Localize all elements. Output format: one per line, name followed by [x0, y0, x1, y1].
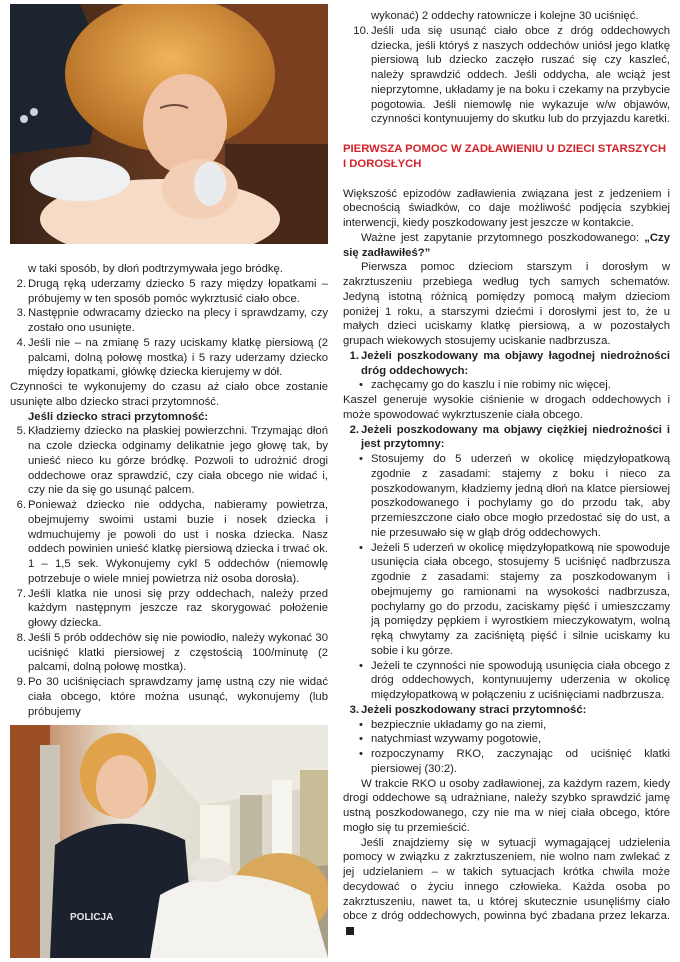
- paragraph-5: [343, 836, 670, 939]
- list-item: [343, 659, 670, 703]
- step-text: Następnie odwracamy dziecko na plecy i sprawdzamy, czy zostało ono usunięte.: [28, 307, 328, 334]
- list-item: [10, 424, 328, 498]
- bullet-dot-icon: •: [359, 453, 363, 465]
- step-text: Po 30 uciśnięciach sprawdzamy jamę ustną czy nie widać ciała obcego, które można usunąć, wykonujemy (lub próbujemy: [28, 676, 328, 718]
- photo-police-officer-helping-person: [10, 725, 328, 958]
- right-column: [343, 9, 670, 939]
- bullet-text: zachęcamy go do kaszlu i nie robimy nic więcej.: [371, 379, 611, 392]
- step-text: Kładziemy dziecko na płaskiej powierzchni. Trzymając dłoń na czole dziecka odginamy delikatnie jego głowę tak, by unieść nieco ku górze bródkę. Pozwoli to udrożnić drogi oddechowe oraz sprawdzić, czy ciała obcego nie widać i, czy nie da się go usunąć palcem.: [28, 425, 328, 497]
- bullet-text: Jeżeli te czynności nie spowodują usunięcia ciała obcego z dróg oddechowych, kontynuujemy uderzenia w okolicę międzyłopatkową w połączeniu z uciśnięciami nadbrzusza.: [371, 659, 670, 701]
- list-item: [343, 718, 670, 733]
- list-item: [10, 498, 328, 587]
- bullet-dot-icon: •: [359, 379, 363, 392]
- bullet-dot-icon: •: [359, 748, 363, 760]
- case-number: [343, 703, 359, 718]
- bullet-text: rozpoczynamy RKO, zaczynając od uciśnięć klatki piersiowej (30:2).: [371, 748, 670, 775]
- case-title: Jeżeli poszkodowany straci przytomność:: [361, 703, 587, 716]
- step-number: 8.: [16, 631, 26, 644]
- step-number: 6.: [16, 499, 26, 511]
- list-item: [10, 587, 328, 631]
- case-3-bullets: [343, 718, 670, 777]
- step-number: 3.: [16, 307, 26, 320]
- step-text: Jeśli uda się usunąć ciało obce z dróg oddechowych dziecka, jeśli któryś z naszych oddechów uniósł jego klatkę piersiową lub dziecko zaczęło ruszać się czy kaszleć, należy sprawdzić oddech. Jeśli oddycha, ale wciąż jest nieprzytomne, układamy je na boku i czekamy na przybycie pogotowia. Jeśli niemowlę nie wykazuje w/w objawów, czynności kontynuujemy do skutku lub do przyjazdu karetki.: [371, 24, 670, 126]
- list-item: [343, 732, 670, 747]
- step-10: [343, 24, 670, 127]
- photo-rescuer-with-infant-manikin: [10, 4, 328, 244]
- step-number: 5.: [16, 425, 26, 438]
- left-column: [10, 262, 328, 719]
- case-number-text: 1.: [349, 349, 359, 362]
- case-1: [343, 349, 670, 379]
- list-item: [10, 277, 328, 307]
- list-item: [343, 747, 670, 777]
- unconscious-heading: [10, 410, 328, 425]
- steps-list-b: [10, 424, 328, 719]
- step-text: Jeśli klatka nie unosi się przy oddechach, należy przed każdym następnym jeszcze raz skorygować położenie głowy dziecka.: [28, 587, 328, 629]
- paragraph-1: Większość epizodów zadławienia związana jest z jedzeniem i obecnością świadków, co daje możliwość podjęcia szybkiej interwencji, kiedy poszkodowany jest jeszcze w kontakcie.: [343, 187, 670, 229]
- step-number: 2.: [16, 277, 26, 290]
- steps-list-a: [10, 277, 328, 380]
- list-item: [343, 541, 670, 659]
- case-2-bullets: [343, 452, 670, 703]
- continuation-line: wykonać) 2 oddechy ratownicze i kolejne 30 uciśnięć.: [371, 10, 639, 22]
- paragraph-4: W trakcie RKO u osoby zadławionej, za każdym razem, kiedy drogi oddechowe są udrażniane, należy szybko sprawdzić jamę ustną poszkodowanego, czy nie ma w niej ciała obcego, które mogło się tu przemieścić.: [343, 777, 670, 834]
- paragraph-5-text: Jeśli znajdziemy się w sytuacji wymagającej udzielenia pomocy w związku z zakrztuszeniem, nie wolno nam zwlekać z jej udzielaniem – w takich sytuacjach krótka chwila może decydować o życiu innego człowieka. Każda osoba po zakrztuszeniu, nawet ta, u której skutecznie usunęliśmy ciało obce z dróg oddechowych, powinna być zbadana przez lekarza.: [343, 836, 670, 923]
- list-item: [343, 378, 670, 393]
- step-number: 7.: [16, 587, 26, 600]
- repeat-text: Czynności te wykonujemy do czasu aż ciało obce zostanie usunięte albo dziecko straci przytomność.: [10, 381, 328, 408]
- section-heading: PIERWSZA POMOC W ZADŁAWIENIU U DZIECI STARSZYCH I DOROSŁYCH: [343, 143, 667, 170]
- case-number-text: 3.: [349, 703, 359, 716]
- vest-label: POLICJA: [70, 912, 114, 923]
- bullet-dot-icon: •: [359, 733, 363, 746]
- case-1-bullets: [343, 378, 670, 393]
- photo-rescuer-with-infant-manikin-image: [10, 4, 328, 244]
- list-item: [343, 452, 670, 541]
- unconscious-heading-text: Jeśli dziecko straci przytomność:: [28, 410, 209, 423]
- paragraph-2: [343, 231, 670, 261]
- step-number: 4.: [16, 336, 26, 349]
- intro-line: w taki sposób, by dłoń podtrzymywała jego bródkę.: [28, 263, 283, 275]
- case-number: [343, 423, 359, 438]
- case-number-text: 2.: [349, 423, 359, 436]
- list-item: [10, 631, 328, 675]
- bullet-text: bezpiecznie układamy go na ziemi,: [371, 718, 547, 731]
- bullet-text: natychmiast wzywamy pogotowie,: [371, 733, 542, 746]
- list-item: [10, 675, 328, 719]
- step-number: 10.: [353, 24, 369, 37]
- paragraph-2-lead: Ważne jest zapytanie przytomnego poszkodowanego:: [361, 231, 645, 244]
- list-item: [10, 336, 328, 380]
- paragraph-3: Pierwsza pomoc dzieciom starszym i dorosłym w zakrztuszeniu przebiega według tych samych schematów. Jedyną istotną różnicą pomiędzy pomocą małym dzieciom poniżej 1 roku, a starszymi dziećmi i dorosłymi jest to, że u małych dzieci uciskamy klatkę piersiową, a w pozostałych grupach wiekowych stosujemy uciskanie nadbrzusza.: [343, 261, 670, 347]
- bullet-text: Stosujemy do 5 uderzeń w okolicę międzyłopatkową zgodnie z zasadami: stajemy z boku i nieco za poszkodowanym, kładziemy jedną dłoń na klatce piersiowej poszkodowanego i pochylamy go do przodu tak, aby przemieszczone ciało obce mogło przedostać się do ust, a nie przesuwało się w głąb dróg oddechowych.: [371, 453, 670, 539]
- bullet-dot-icon: •: [359, 718, 363, 731]
- bullet-dot-icon: •: [359, 541, 363, 554]
- end-of-article-square-icon: [346, 927, 354, 935]
- step-text: Drugą ręką uderzamy dziecko 5 razy między łopatkami – próbujemy w ten sposób pomóc wykrztusić ciało obce.: [28, 277, 328, 305]
- paragraph-2-question: „Czy się zadławiłeś?”: [343, 231, 670, 259]
- step-text: Ponieważ dziecko nie oddycha, nabieramy powietrza, obejmujemy swoimi ustami buzie i nosek dziecka i wdmuchujemy je powoli do ust i noska dziecka. Nasz oddech powinien unieść klatkę piersiową dziecka i trwać ok. 1 – 1,5 sek. Wykonujemy cykl 5 oddechów (niemowlę potrzebuje o wiele mniej powietrza niż osoba dorosła).: [28, 499, 328, 585]
- step-text: Jeśli nie – na zmianę 5 razy uciskamy klatkę piersiową (2 palcami, dolną połowę mostka) i 5 razy uderzamy dziecko między łopatkami, główkę dziecka kierujemy w dół.: [28, 336, 328, 379]
- cough-text: Kaszel generuje wysokie ciśnienie w drogach oddechowych i może spowodować wykrztuszenie ciała obcego.: [343, 394, 670, 421]
- photo-police-officer-helping-person-image: [10, 725, 328, 958]
- case-number: [343, 349, 359, 364]
- bullet-dot-icon: •: [359, 659, 363, 672]
- case-title: Jeżeli poszkodowany ma objawy ciężkiej niedrożności i jest przytomny:: [361, 423, 670, 451]
- case-3: [343, 703, 670, 718]
- step-number: 9.: [16, 676, 26, 688]
- list-item: [10, 306, 328, 336]
- step-text: Jeśli 5 prób oddechów się nie powiodło, należy wykonać 30 uciśnięć klatki piersiowej z częstością 100/minutę (2 palcami, dolną połowę mostka).: [28, 631, 328, 674]
- bullet-text: Jeżeli 5 uderzeń w okolicę międzyłopatkową nie spowoduje usunięcia ciała obcego, stosujemy 5 uciśnięć nadbrzusza zgodnie z zasadami: stajemy za poszkodowanym i obejmujemy go ramionami na wysokości nadbrzusza, pochylamy go do przodu, zaciskamy pięść i umieszczamy ją pomiędzy pępkiem i wyrostkiem mieczykowatym, wolną ręką chwytamy za zaciśniętą pięść i silnie uciskamy ku sobie i ku górze.: [371, 541, 670, 657]
- case-2: [343, 423, 670, 453]
- case-title: Jeżeli poszkodowany ma objawy łagodnej niedrożności dróg oddechowych:: [361, 349, 670, 377]
